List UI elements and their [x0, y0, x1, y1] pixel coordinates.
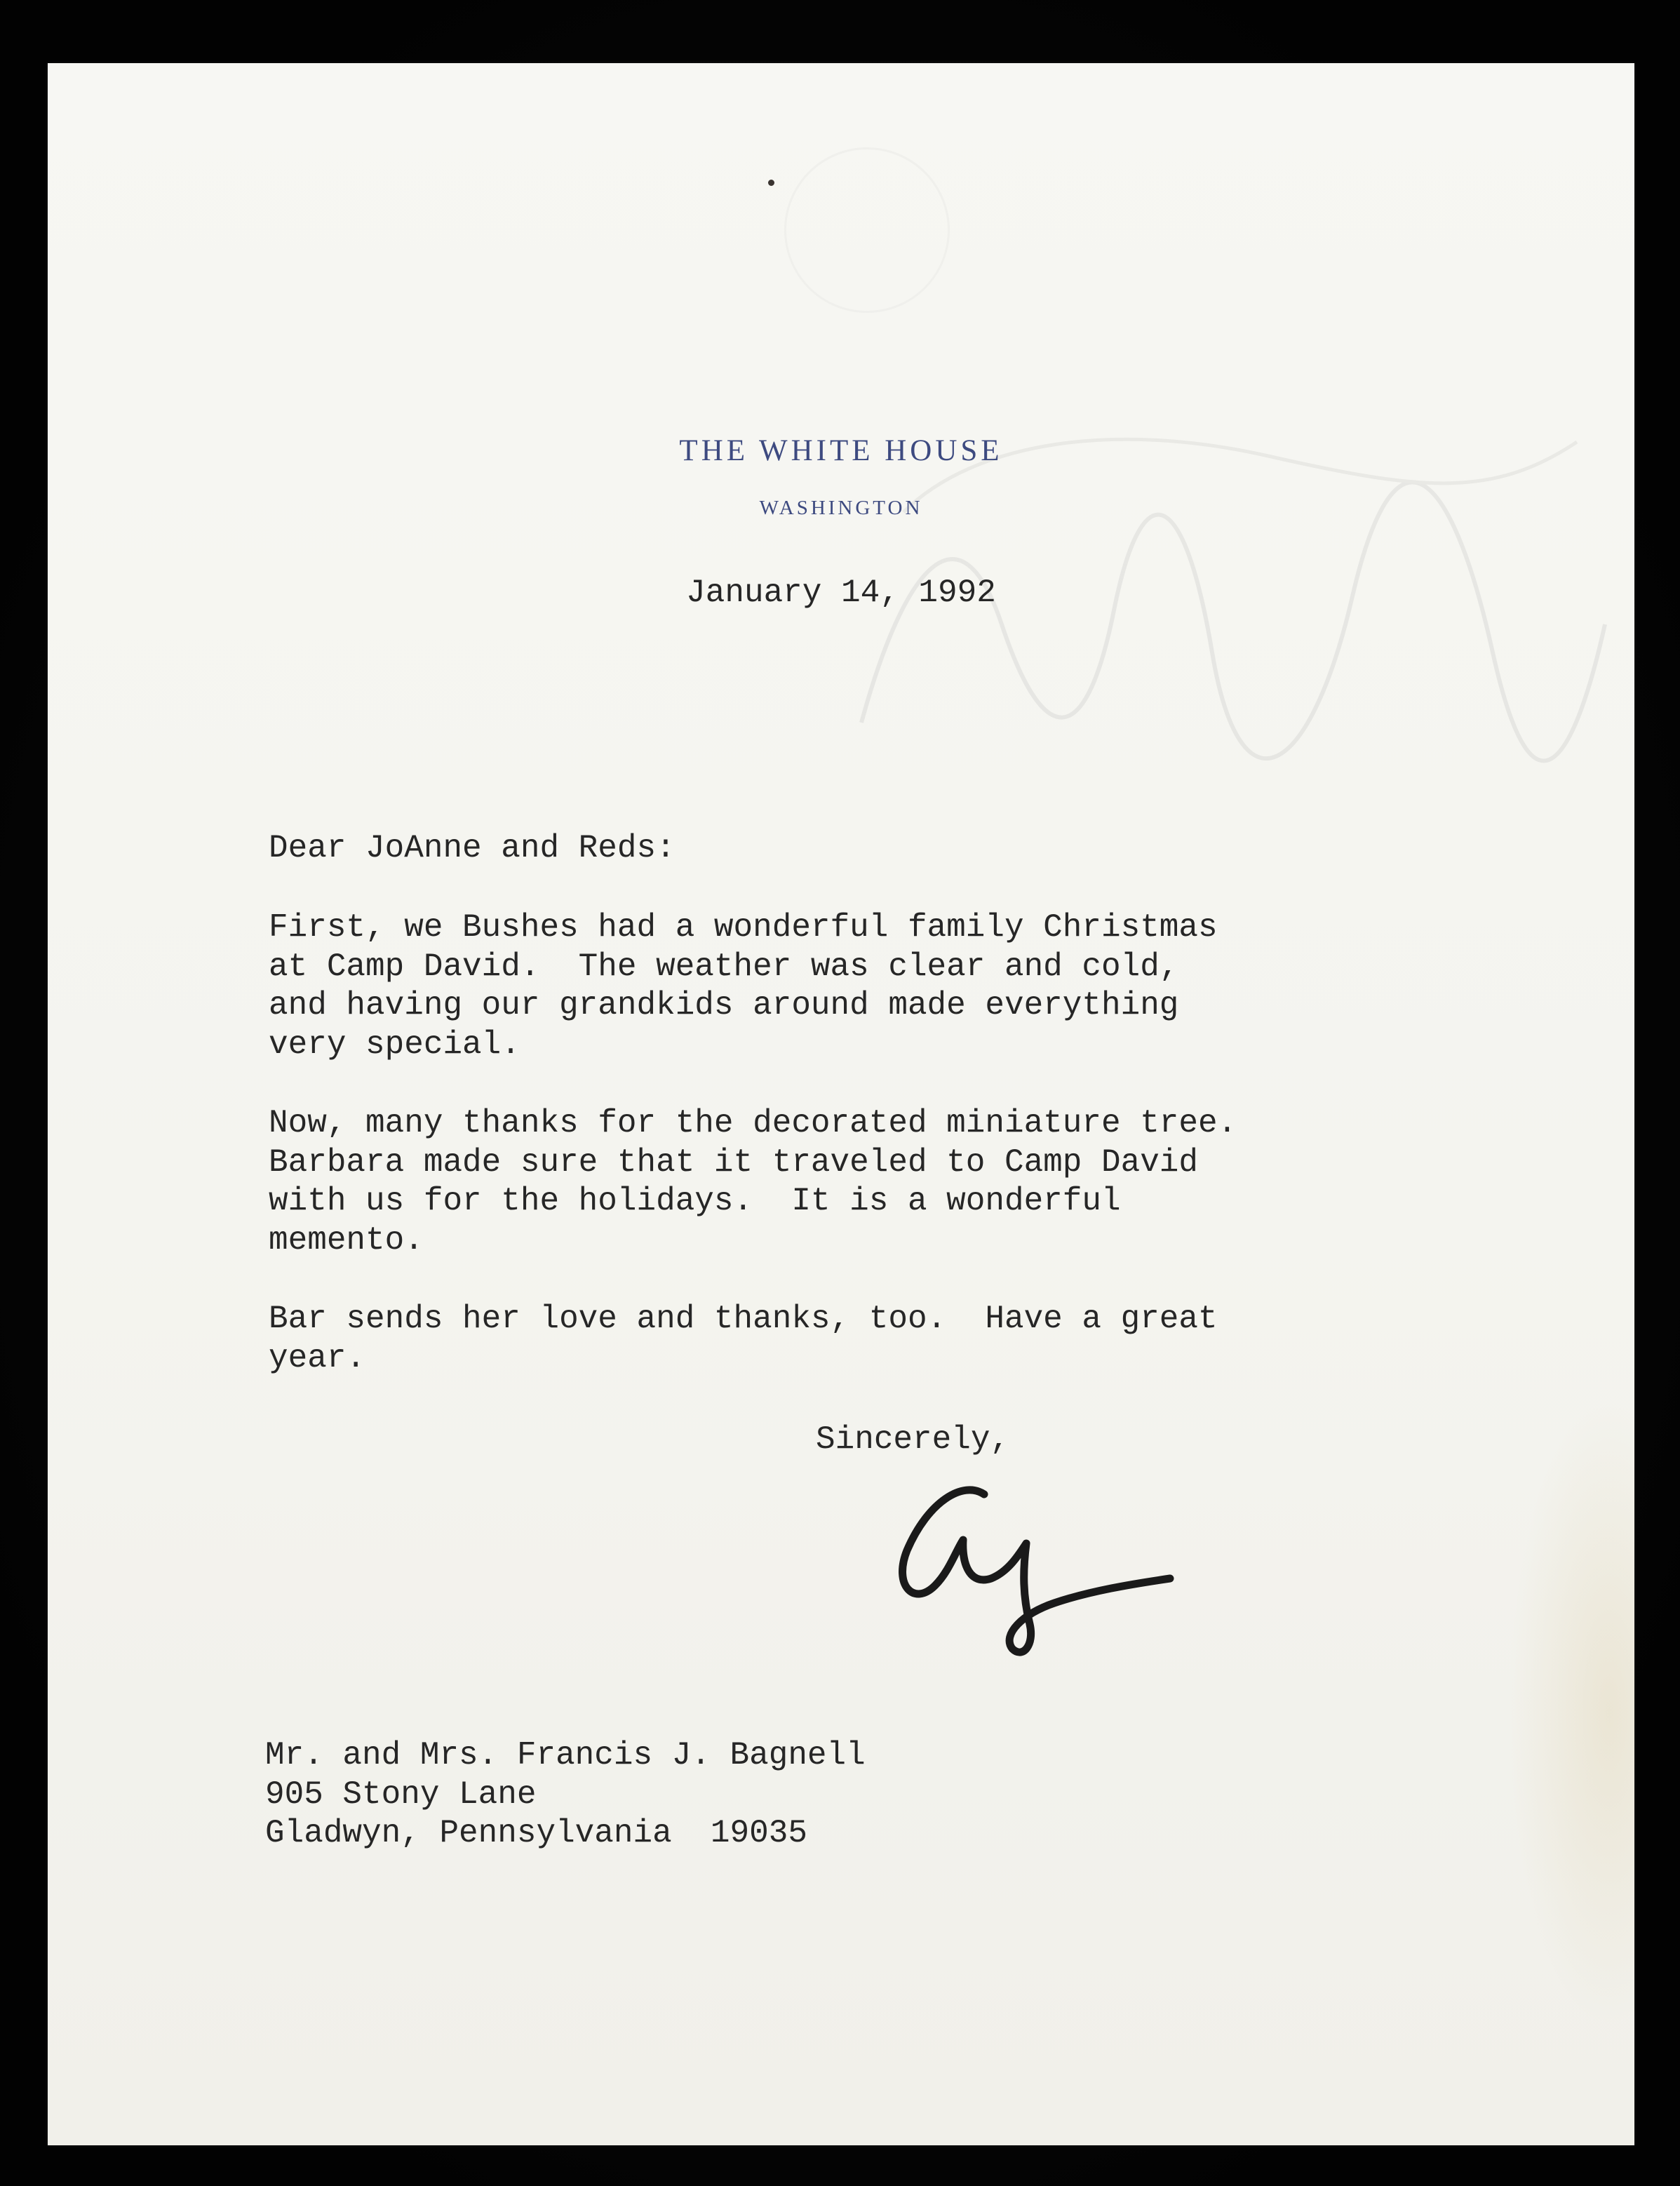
- letter-date: January 14, 1992: [686, 575, 996, 611]
- pinhole-mark: [768, 180, 774, 186]
- signature-mark: [879, 1473, 1181, 1684]
- recipient-address: [265, 1736, 866, 1853]
- salutation: Dear JoAnne and Reds:: [269, 830, 676, 866]
- address-line-3: Gladwyn, Pennsylvania 19035: [265, 1815, 807, 1851]
- body-paragraph-2: Now, many thanks for the decorated miniature tree. Barbara made sure that it traveled to Camp David with us for the holidays. It is a wonderful memento.: [269, 1105, 1237, 1259]
- address-line-2: 905 Stony Lane: [265, 1776, 537, 1813]
- closing: Sincerely,: [816, 1421, 1010, 1458]
- body-paragraph-1: First, we Bushes had a wonderful family Christmas at Camp David. The weather was clear and cold, and having our grandkids around made everything very special.: [269, 909, 1218, 1063]
- letterhead-subtitle: WASHINGTON: [759, 497, 923, 519]
- letter-paper: [48, 63, 1634, 2145]
- body-paragraph-3: Bar sends her love and thanks, too. Have a great year.: [269, 1301, 1218, 1376]
- embossed-seal-watermark: [784, 147, 950, 313]
- paper-stain: [1508, 1396, 1634, 2027]
- letterhead-title: THE WHITE HOUSE: [679, 434, 1003, 467]
- address-line-1: Mr. and Mrs. Francis J. Bagnell: [265, 1737, 866, 1773]
